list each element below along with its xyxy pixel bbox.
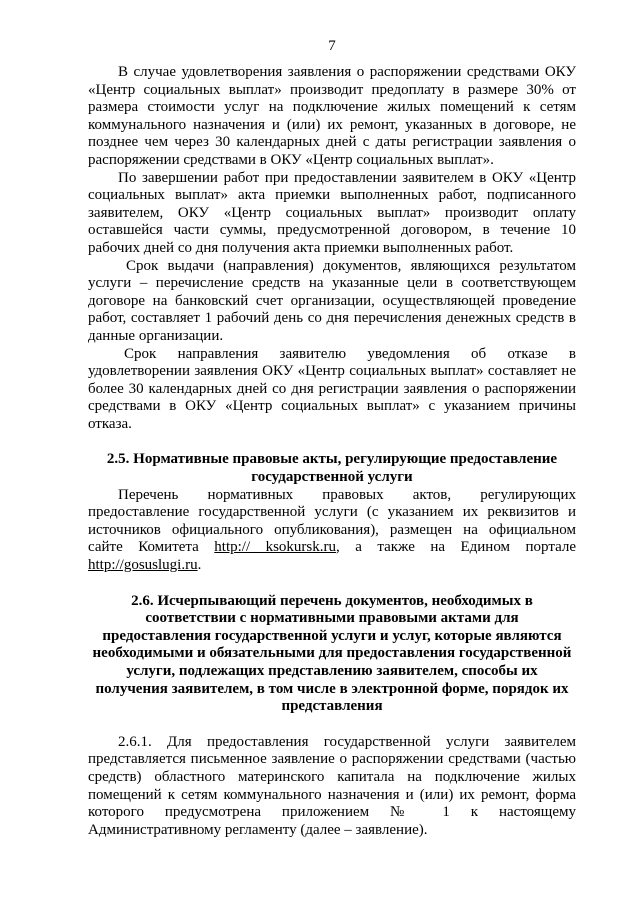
paragraph-legal-acts-list <box>88 487 576 575</box>
legal-acts-text-after: . <box>197 557 202 574</box>
paragraph-prepayment: В случае удовлетворения заявления о распоряжении средствами ОКУ «Центр социальных выплат» производит предоплату в размере 30% от размера стоимости услуг на подключение жилых помещений к сетям коммунального назначения и (или) их ремонт, указанных в договоре, не позднее чем через 30 календарных дней с даты регистрации заявления о распоряжении средствами в ОКУ «Центр социальных выплат». <box>88 64 576 168</box>
gosuslugi-portal-link[interactable]: http://gosuslugi.ru <box>88 557 198 574</box>
paragraph-document-issue-term: Срок выдачи (направления) документов, являющихся результатом услуги – перечисление средств на указанные цели в соответствующем договоре на банковский счет организации, осуществляющей проведение работ, составляет 1 рабочий день со дня перечисления денежных средств в данные организации. <box>88 257 576 344</box>
page-number: 7 <box>328 38 336 54</box>
document-page <box>88 0 576 905</box>
section-heading-2-6: 2.6. Исчерпывающий перечень документов, необходимых в соответствии с нормативными правовыми актами для предоставления государственной услуги и услуг, которые являются необходимыми и обязательными для предоставления государственной услуги, подлежащих представлению заявителем, способы их получения заявителем, в том числе в электронной форме, порядок их представления <box>92 592 572 715</box>
legal-acts-text-middle: , а также на Едином портале <box>336 539 577 556</box>
paragraph-refusal-notice-term: Срок направления заявителю уведомления об отказе в удовлетворении заявления ОКУ «Центр социальных выплат» составляет не более 30 календарных дней со дня регистрации заявления о распоряжении средствами в ОКУ «Центр социальных выплат» с указанием причины отказа. <box>88 345 576 432</box>
paragraph-final-payment: По завершении работ при предоставлении заявителем в ОКУ «Центр социальных выплат» акта приемки выполненных работ, подписанного заявителем, ОКУ «Центр социальных выплат» производит оплату оставшейся части суммы, предусмотренной договором, в течение 10 рабочих дней со дня получения акта приемки выполненных работ. <box>88 169 576 256</box>
document-body <box>88 64 576 839</box>
legal-acts-text-before: Перечень нормативных правовых актов, регулирующих предоставление государственной услуги (с указанием их реквизитов и источников официального опубликования), размещен на официальном сайте Комитета <box>88 486 576 556</box>
committee-website-link[interactable]: http:// ksokursk.ru <box>214 539 337 556</box>
paragraph-2-6-1: 2.6.1. Для предоставления государственной услуги заявителем представляется письменное заявление о распоряжении средствами (частью средств) областного материнского капитала на подключение жилых помещений к сетям коммунального назначения и (или) их ремонт, форма которого предусмотрена приложением № 1 к настоящему Административному регламенту (далее – заявление). <box>88 733 576 838</box>
section-heading-2-5: 2.5. Нормативные правовые акты, регулирующие предоставление государственной услуги <box>106 451 558 486</box>
